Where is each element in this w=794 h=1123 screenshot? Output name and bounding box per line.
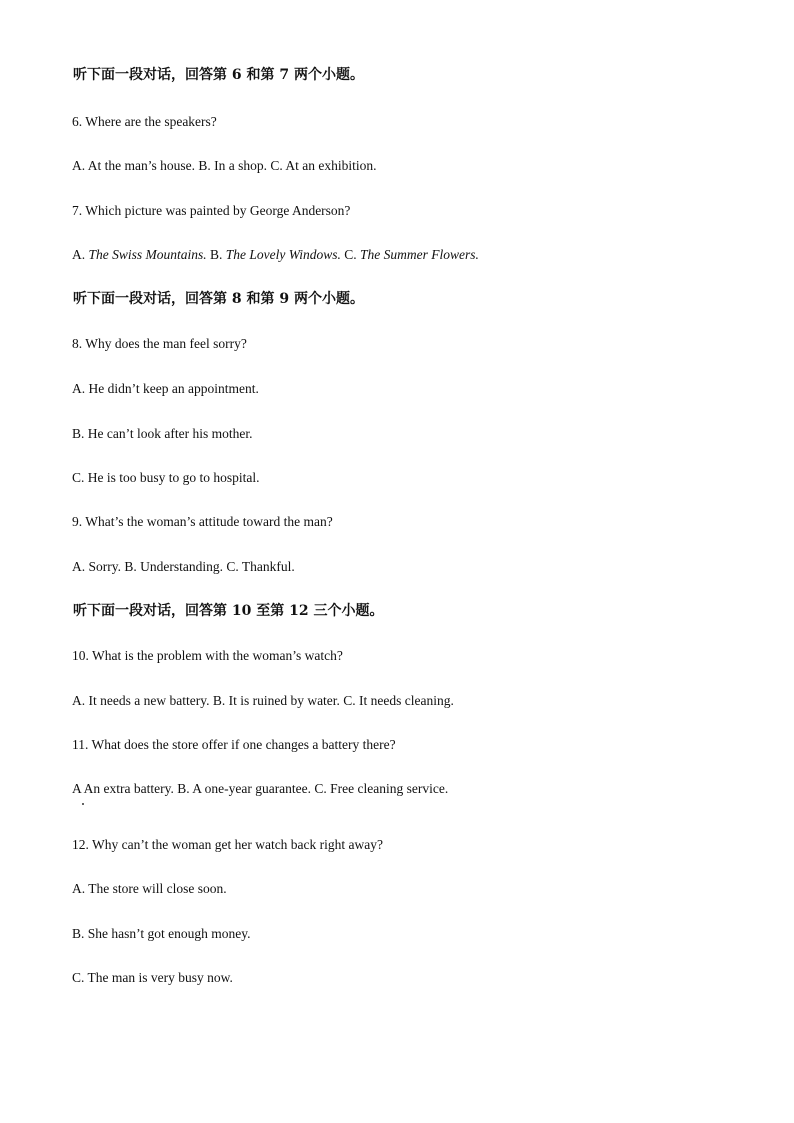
option-c-prefix: C.: [340, 247, 361, 262]
question-8-option-b: B. He can’t look after his mother.: [72, 426, 253, 441]
question-9: 9. What’s the woman’s attitude toward the man?: [72, 514, 333, 529]
option-c-title: The Summer Flowers.: [360, 247, 479, 262]
question-10-options: A. It needs a new battery. B. It is ruined by water. C. It needs cleaning.: [72, 693, 454, 708]
section-heading-1: 听下面一段对话，回答第 6 和第 7 两个小题。: [73, 67, 364, 83]
section-heading-3: 听下面一段对话，回答第 10 至第 12 三个小题。: [73, 603, 384, 619]
question-12: 12. Why can’t the woman get her watch back right away?: [72, 837, 384, 852]
question-9-options: A. Sorry. B. Understanding. C. Thankful.: [72, 559, 295, 574]
option-a-prefix: A.: [72, 247, 89, 262]
question-12-option-b: B. She hasn’t got enough money.: [72, 926, 251, 941]
question-10: 10. What is the problem with the woman’s watch?: [72, 648, 343, 663]
question-7: 7. Which picture was painted by George Anderson?: [72, 203, 351, 218]
question-12-option-c: C. The man is very busy now.: [72, 970, 233, 985]
question-8: 8. Why does the man feel sorry?: [72, 336, 247, 351]
question-11-options: A An extra battery. B. A one-year guarantee. C. Free cleaning service.: [72, 781, 449, 796]
question-8-option-a: A. He didn’t keep an appointment.: [72, 381, 259, 396]
option-a-title: The Swiss Mountains.: [88, 247, 207, 262]
question-11: 11. What does the store offer if one changes a battery there?: [72, 737, 396, 752]
question-12-option-a: A. The store will close soon.: [72, 881, 227, 896]
question-8-option-c: C. He is too busy to go to hospital.: [72, 470, 260, 485]
option-b-prefix: B.: [206, 247, 226, 262]
option-b-title: The Lovely Windows.: [225, 247, 341, 262]
question-6-options: A. At the man’s house. B. In a shop. C. At an exhibition.: [72, 158, 377, 173]
stray-dot-mark: [82, 803, 84, 805]
question-7-options: [72, 246, 479, 264]
section-heading-2: 听下面一段对话，回答第 8 和第 9 两个小题。: [73, 291, 364, 307]
question-6: 6. Where are the speakers?: [72, 114, 217, 129]
